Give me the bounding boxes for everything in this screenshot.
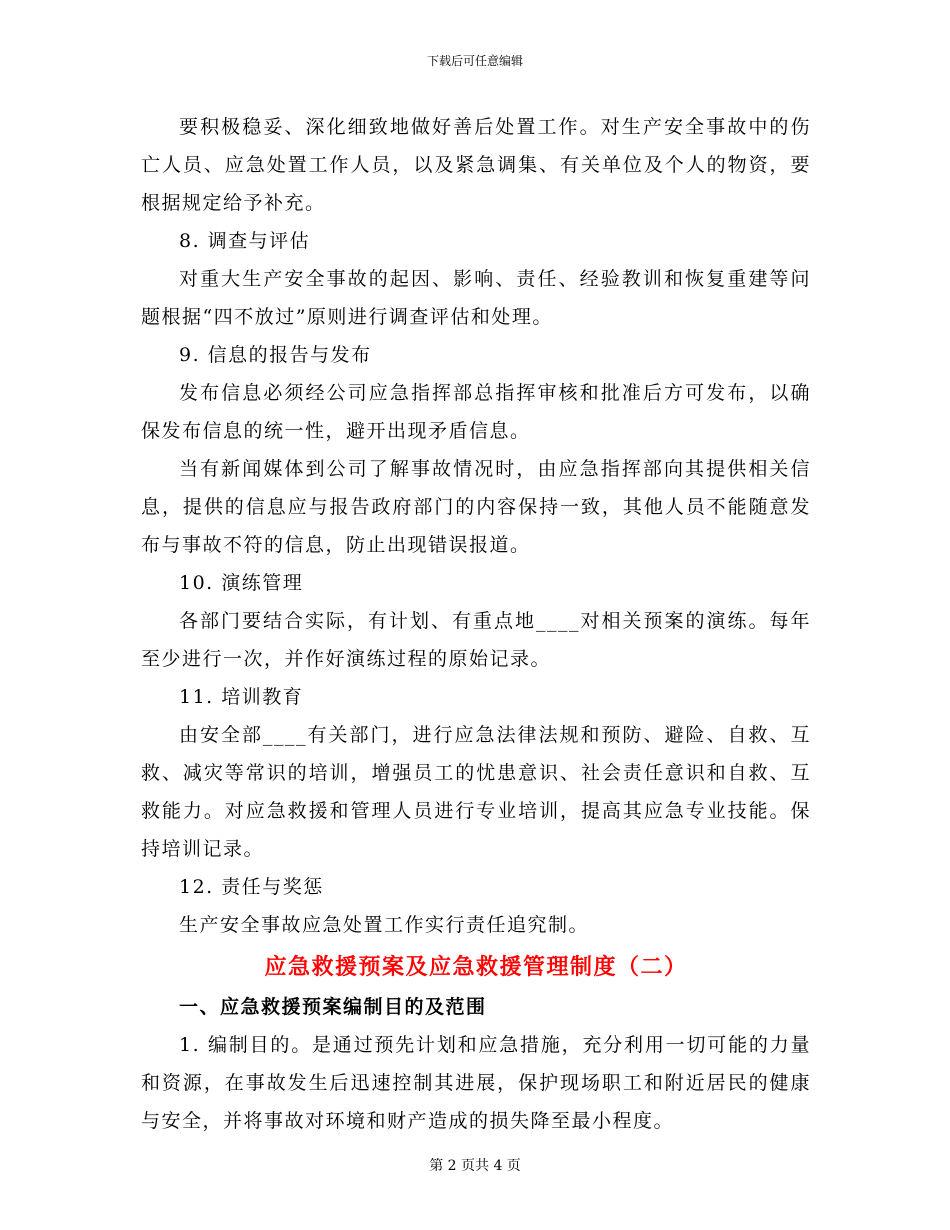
heading-training: 11. 培训教育 bbox=[179, 686, 304, 708]
paragraph-investigation: 对重大生产安全事故的起因、影响、责任、经验教训和恢复重建等问题根据“四不放过”原则进行调查评估和处理。 bbox=[141, 268, 811, 328]
section-title: 一、应急救援预案编制目的及范围 bbox=[179, 996, 487, 1018]
document-body bbox=[141, 108, 811, 1140]
paragraph-information-release-2: 当有新闻媒体到公司了解事故情况时，由应急指挥部向其提供相关信息，提供的信息应与报告政府部门的内容保持一致，其他人员不能随意发布与事故不符的信息，防止出现错误报道。 bbox=[141, 458, 811, 556]
page-footer: 第 2 页共 4 页 bbox=[429, 1158, 521, 1174]
paragraph-information-release-1: 发布信息必须经公司应急指挥部总指挥审核和批准后方可发布，以确保发布信息的统一性，避开出现矛盾信息。 bbox=[141, 382, 811, 442]
paragraph-purpose: 1. 编制目的。是通过预先计划和应急措施，充分利用一切可能的力量和资源，在事故发生后迅速控制其进展，保护现场职工和附近居民的健康与安全，并将事故对环境和财产造成的损失降至最小程度。 bbox=[141, 1034, 811, 1132]
heading-responsibility: 12. 责任与奖惩 bbox=[179, 876, 324, 898]
heading-drill-management: 10. 演练管理 bbox=[179, 572, 304, 594]
document-title: 应急救援预案及应急救援管理制度（二） bbox=[264, 954, 688, 980]
heading-investigation: 8. 调查与评估 bbox=[179, 230, 311, 252]
paragraph-responsibility: 生产安全事故应急处置工作实行责任追究制。 bbox=[179, 914, 590, 936]
paragraph-training: 由安全部____有关部门，进行应急法律法规和预防、避险、自救、互救、减灾等常识的培训，增强员工的忧患意识、社会责任意识和自救、互救能力。对应急救援和管理人员进行专业培训，提高其应急专业技能。保持培训记录。 bbox=[141, 724, 811, 860]
page-header: 下载后可任意编辑 bbox=[426, 54, 523, 68]
paragraph-aftermath: 要积极稳妥、深化细致地做好善后处置工作。对生产安全事故中的伤亡人员、应急处置工作人员，以及紧急调集、有关单位及个人的物资，要根据规定给予补充。 bbox=[141, 116, 811, 214]
paragraph-drill-management: 各部门要结合实际，有计划、有重点地____对相关预案的演练。每年至少进行一次，并作好演练过程的原始记录。 bbox=[141, 610, 811, 670]
heading-information-release: 9. 信息的报告与发布 bbox=[179, 344, 372, 366]
